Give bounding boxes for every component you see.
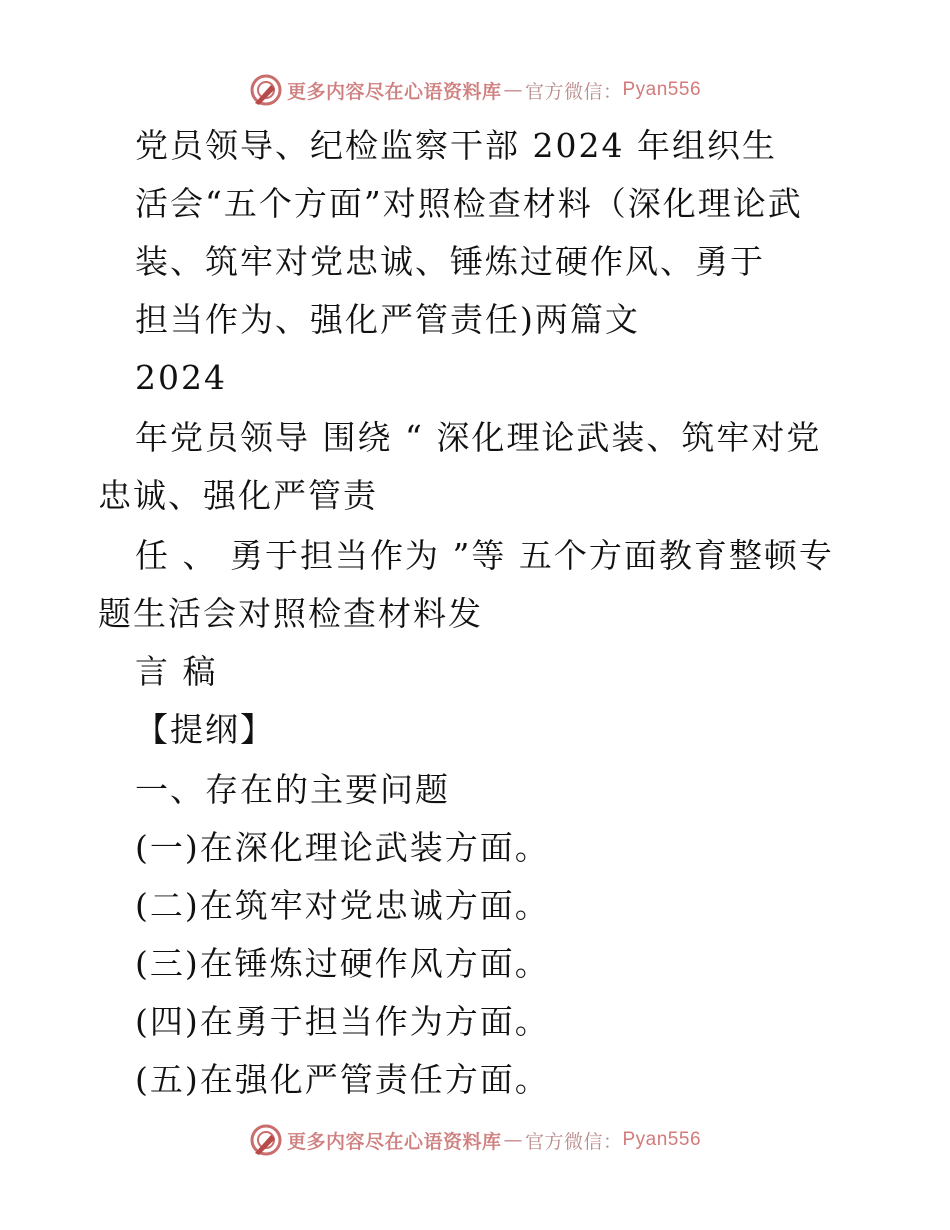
subtitle-line-1: 2024: [135, 358, 227, 397]
watermark-separator: —: [503, 1129, 523, 1151]
outline-item-2: (二)在筑牢对党忠诚方面。: [135, 886, 550, 925]
pen-logo-icon: [249, 73, 283, 107]
watermark-id: Pyan556: [622, 1129, 702, 1150]
subtitle-line-4: 任 、 勇于担当作为 ”等 五个方面教育整顿专: [135, 536, 834, 575]
watermark-main-text: 更多内容尽在心语资料库: [286, 1130, 502, 1153]
outline-item-3: (三)在锤炼过硬作风方面。: [135, 944, 550, 983]
title-line-4: 担当作为、强化严管责任)两篇文: [135, 300, 640, 339]
subtitle-line-2: 年党员领导 围绕 “ 深化理论武装、筑牢对党: [135, 418, 822, 457]
outline-item-4: (四)在勇于担当作为方面。: [135, 1002, 550, 1041]
subtitle-line-3: 忠诚、强化严管责: [98, 476, 378, 515]
title-line-2: 活会“五个方面”对照检查材料（深化理论武: [135, 184, 803, 223]
watermark-id: Pyan556: [622, 79, 702, 100]
subtitle-line-6: 言 稿: [135, 652, 218, 691]
pen-logo-icon: [249, 1123, 283, 1157]
outline-item-1: (一)在深化理论武装方面。: [135, 828, 550, 867]
outline-item-5: (五)在强化严管责任方面。: [135, 1060, 550, 1099]
watermark-sub-text: 官方微信：: [524, 80, 623, 103]
watermark-separator: —: [503, 79, 523, 101]
title-line-3: 装、筑牢对党忠诚、锤炼过硬作风、勇于: [135, 242, 765, 281]
title-line-1: 党员领导、纪检监察干部 2024 年组织生: [135, 126, 777, 165]
subtitle-line-5: 题生活会对照检查材料发: [98, 594, 483, 633]
section-heading: 一、存在的主要问题: [135, 770, 450, 809]
header-watermark: [0, 70, 950, 110]
outline-heading: 【提纲】: [135, 710, 275, 749]
watermark-main-text: 更多内容尽在心语资料库: [286, 80, 502, 103]
footer-watermark: [0, 1120, 950, 1160]
watermark-sub-text: 官方微信：: [524, 1130, 623, 1153]
